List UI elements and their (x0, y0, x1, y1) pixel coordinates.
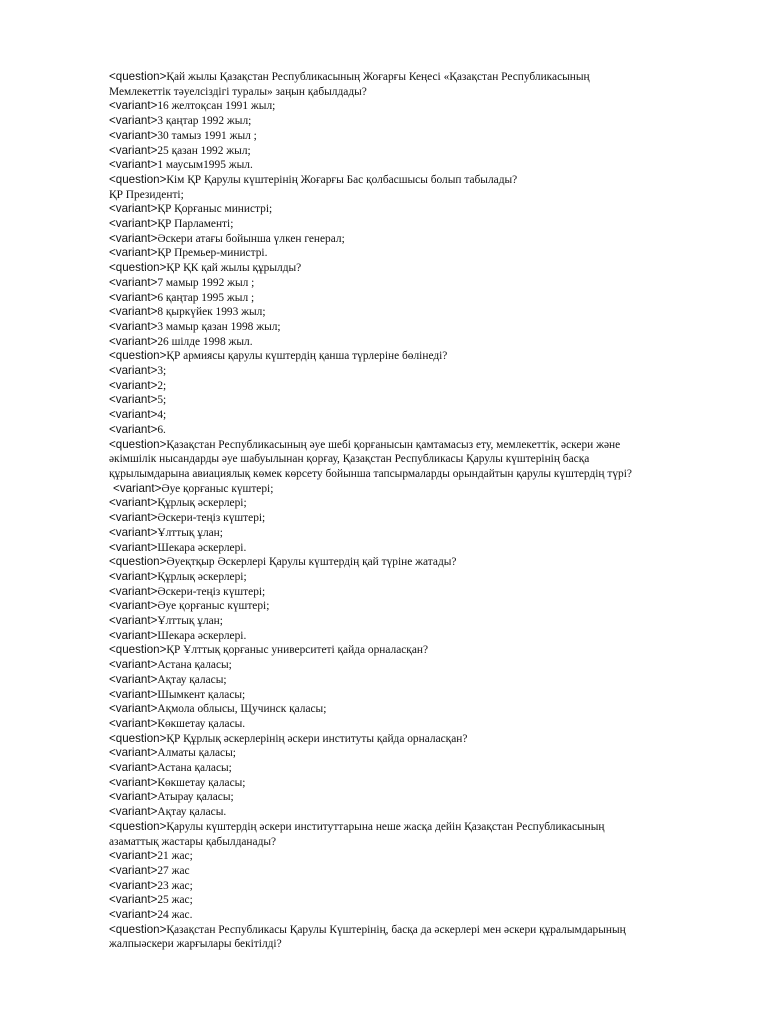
question-line (109, 261, 709, 276)
text-line (109, 937, 709, 952)
line-text: Құрлық әскерлері; (157, 497, 247, 510)
question-line (109, 349, 709, 364)
variant-tag: <variant> (109, 893, 158, 907)
variant-line (109, 776, 709, 791)
variant-tag: <variant> (109, 687, 158, 701)
variant-tag: <variant> (109, 114, 158, 128)
question-tag: <question> (109, 555, 167, 569)
line-text: 3 қаңтар 1992 жыл; (157, 115, 252, 128)
variant-tag: <variant> (109, 408, 158, 422)
question-tag: <question> (109, 922, 167, 936)
variant-tag: <variant> (109, 525, 158, 539)
line-text: ҚР Құрлық әскерлерінің әскери институты қайда орналасқан? (166, 732, 468, 745)
variant-line (109, 99, 709, 114)
line-text: Әскери-теңіз күштері; (157, 585, 266, 598)
line-text: 5; (157, 394, 167, 407)
line-text: 6 қаңтар 1995 жыл ; (157, 291, 255, 304)
variant-tag: <variant> (109, 319, 158, 333)
question-line (109, 732, 709, 747)
variant-line (109, 364, 709, 379)
question-line (109, 643, 709, 658)
variant-tag: <variant> (109, 775, 158, 789)
variant-tag: <variant> (109, 511, 158, 525)
text-line (109, 452, 709, 467)
variant-line (109, 276, 709, 291)
line-text: Әуе қорғаныс күштері; (157, 600, 270, 613)
line-text: 1 маусым1995 жыл. (157, 159, 253, 172)
variant-line (109, 702, 709, 717)
variant-line (109, 658, 709, 673)
line-text: азаматтық жастары қабылданады? (109, 835, 277, 848)
line-text: 7 мамыр 1992 жыл ; (157, 276, 255, 289)
line-text: ҚР армиясы қарулы күштердің қанша түрлеріне бөлінеді? (166, 350, 448, 363)
variant-line (109, 335, 709, 350)
line-text: 4; (157, 409, 167, 422)
variant-line (109, 423, 709, 438)
variant-tag: <variant> (109, 334, 158, 348)
question-tag: <question> (109, 819, 167, 833)
variant-tag: <variant> (109, 599, 158, 613)
line-text: Алматы қаласы; (157, 747, 236, 760)
variant-tag: <variant> (109, 422, 158, 436)
line-text: әкімшілік нысандарды әуе шабуылынан қорғау, Қазақстан Республикасы Қарулы күштерінің басқа (109, 453, 590, 466)
variant-line (109, 908, 709, 923)
question-line (109, 70, 709, 85)
line-text: 6. (157, 423, 166, 436)
variant-tag: <variant> (109, 790, 158, 804)
line-text: Көкшетау қаласы; (157, 776, 246, 789)
variant-tag: <variant> (109, 378, 158, 392)
variant-tag: <variant> (109, 761, 158, 775)
question-line (109, 438, 709, 453)
variant-line (109, 379, 709, 394)
variant-tag: <variant> (109, 716, 158, 730)
line-text: Көкшетау қаласы. (157, 717, 246, 730)
line-text: 24 жас. (157, 909, 193, 922)
variant-line (109, 320, 709, 335)
line-text: ҚР Президенті; (109, 188, 184, 201)
document-text (109, 70, 709, 952)
variant-tag: <variant> (109, 878, 158, 892)
line-text: ҚР Қорғаныс министрі; (157, 203, 273, 216)
line-text: 2; (157, 379, 167, 392)
variant-line (109, 879, 709, 894)
variant-tag: <variant> (109, 540, 158, 554)
variant-line (109, 790, 709, 805)
variant-tag: <variant> (109, 128, 158, 142)
variant-tag: <variant> (109, 496, 158, 510)
variant-tag: <variant> (109, 231, 158, 245)
variant-line (109, 614, 709, 629)
question-line (109, 173, 709, 188)
variant-tag: <variant> (109, 746, 158, 760)
line-text: құрылымдарына авиациялық көмек көрсету бойынша тапсырмаларды орындайтын қарулы күштердің түрі? (109, 467, 632, 480)
question-tag: <question> (109, 70, 167, 83)
variant-tag: <variant> (109, 628, 158, 642)
line-text: 26 шілде 1998 жыл. (157, 335, 253, 348)
variant-tag: <variant> (109, 702, 158, 716)
variant-line (109, 805, 709, 820)
line-text: 25 жас; (157, 894, 193, 907)
line-text: ҚР Ұлттық қорғаныс университеті қайда орналасқан? (166, 644, 429, 657)
variant-line (109, 864, 709, 879)
variant-line (109, 482, 709, 497)
variant-tag: <variant> (113, 481, 162, 495)
variant-line (109, 629, 709, 644)
line-text: Әуеқтқыр Әскерлері Қарулы күштердің қай түріне жатады? (166, 556, 457, 569)
line-text: Мемлекеттік тәуелсіздігі туралы» заңын қабылдады? (109, 85, 367, 98)
variant-line (109, 144, 709, 159)
variant-tag: <variant> (109, 672, 158, 686)
variant-tag: <variant> (109, 290, 158, 304)
text-line (109, 85, 709, 100)
line-text: Қай жылы Қазақстан Республикасының Жоғарғы Кеңесі «Қазақстан Республикасының (166, 71, 590, 83)
variant-line (109, 305, 709, 320)
text-line (109, 188, 709, 203)
variant-line (109, 217, 709, 232)
question-tag: <question> (109, 349, 167, 363)
question-tag: <question> (109, 643, 167, 657)
question-line (109, 555, 709, 570)
line-text: Құрлық әскерлері; (157, 570, 247, 583)
line-text: 23 жас; (157, 879, 193, 892)
line-text: Қазақстан Республикасының әуе шебі қорғанысын қамтамасыз ету, мемлекеттік, әскери және (166, 438, 621, 451)
question-line (109, 820, 709, 835)
variant-tag: <variant> (109, 849, 158, 863)
line-text: Әскери-теңіз күштері; (157, 512, 266, 525)
variant-tag: <variant> (109, 908, 158, 922)
variant-line (109, 849, 709, 864)
variant-line (109, 408, 709, 423)
line-text: 3; (157, 365, 167, 378)
variant-tag: <variant> (109, 364, 158, 378)
variant-line (109, 158, 709, 173)
variant-line (109, 232, 709, 247)
question-tag: <question> (109, 731, 167, 745)
line-text: Қарулы күштердің әскери институттарына неше жасқа дейін Қазақстан Республикасының (166, 820, 605, 833)
variant-tag: <variant> (109, 158, 158, 172)
variant-line (109, 129, 709, 144)
variant-tag: <variant> (109, 305, 158, 319)
line-text: 3 мамыр қазан 1998 жыл; (157, 320, 281, 333)
line-text: 16 желтоқсан 1991 жыл; (157, 100, 276, 113)
line-text: 8 қыркүйек 1993 жыл; (157, 306, 266, 319)
variant-tag: <variant> (109, 202, 158, 216)
line-text: Ақтау қаласы; (157, 673, 227, 686)
variant-line (109, 761, 709, 776)
variant-line (109, 746, 709, 761)
variant-line (109, 246, 709, 261)
line-text: Әуе қорғаныс күштері; (161, 482, 274, 495)
line-text: Астана қаласы; (157, 659, 232, 672)
variant-line (109, 526, 709, 541)
line-text: 21 жас; (157, 850, 193, 863)
variant-line (109, 541, 709, 556)
variant-line (109, 114, 709, 129)
variant-line (109, 570, 709, 585)
variant-tag: <variant> (109, 246, 158, 260)
variant-line (109, 585, 709, 600)
line-text: Атырау қаласы; (157, 791, 234, 804)
line-text: ҚР ҚК қай жылы құрылды? (166, 262, 302, 275)
line-text: 27 жас (157, 864, 190, 877)
variant-line (109, 202, 709, 217)
variant-line (109, 393, 709, 408)
text-line (109, 835, 709, 850)
line-text: Шымкент қаласы; (157, 688, 246, 701)
line-text: Ұлттық ұлан; (157, 615, 223, 628)
variant-tag: <variant> (109, 805, 158, 819)
line-text: 25 қазан 1992 жыл; (157, 144, 251, 157)
line-text: Ұлттық ұлан; (157, 526, 223, 539)
line-text: Кім ҚР Қарулы күштерінің Жоғарғы Бас қолбасшысы болып табылады? (166, 173, 518, 186)
line-text: Шекара әскерлері. (157, 541, 247, 554)
question-tag: <question> (109, 437, 167, 451)
variant-tag: <variant> (109, 569, 158, 583)
variant-tag: <variant> (109, 217, 158, 231)
line-text: ҚР Парламенті; (157, 218, 234, 231)
line-text: Әскери атағы бойынша үлкен генерал; (157, 232, 345, 245)
variant-tag: <variant> (109, 393, 158, 407)
question-tag: <question> (109, 261, 167, 275)
variant-line (109, 511, 709, 526)
line-text: Қазақстан Республикасы Қарулы Күштерінің, басқа да әскерлері мен әскери құралымдарының (166, 923, 626, 936)
text-line (109, 467, 709, 482)
line-text: Ақтау қаласы. (157, 806, 227, 819)
variant-line (109, 496, 709, 511)
line-text: ҚР Премьер-министрі. (157, 247, 268, 260)
variant-line (109, 717, 709, 732)
variant-line (109, 673, 709, 688)
line-text: Ақмола облысы, Щучинск қаласы; (157, 703, 327, 716)
variant-line (109, 599, 709, 614)
variant-line (109, 688, 709, 703)
variant-tag: <variant> (109, 614, 158, 628)
question-line (109, 923, 709, 938)
variant-tag: <variant> (109, 143, 158, 157)
variant-tag: <variant> (109, 863, 158, 877)
variant-tag: <variant> (109, 584, 158, 598)
variant-line (109, 893, 709, 908)
line-text: жалпыәскери жарғылары бекітілді? (109, 938, 282, 951)
variant-tag: <variant> (109, 658, 158, 672)
line-text: Астана қаласы; (157, 762, 232, 775)
line-text: Шекара әскерлері. (157, 629, 247, 642)
question-tag: <question> (109, 172, 167, 186)
variant-line (109, 291, 709, 306)
variant-tag: <variant> (109, 275, 158, 289)
line-text: 30 тамыз 1991 жыл ; (157, 129, 257, 142)
variant-tag: <variant> (109, 99, 158, 113)
